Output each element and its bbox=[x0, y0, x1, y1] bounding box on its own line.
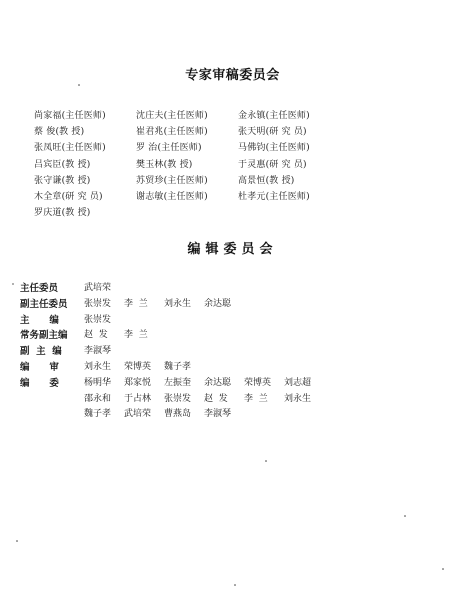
editorial-board-list bbox=[20, 281, 324, 423]
scan-speck bbox=[265, 460, 267, 462]
expert-entry: 张天明(研 究 员) bbox=[238, 127, 307, 138]
board-member-name: 刘永生 bbox=[284, 393, 312, 404]
board-member-name: 刘永生 bbox=[164, 298, 192, 309]
board-member-names bbox=[84, 328, 164, 344]
expert-entry: 尚家福(主任医师) bbox=[34, 111, 106, 121]
board-row bbox=[20, 313, 324, 329]
board-member-name: 刘志超 bbox=[284, 377, 312, 388]
board-member-name: 赵 发 bbox=[84, 330, 108, 341]
board-row bbox=[20, 392, 324, 408]
board-member-name: 荣博英 bbox=[244, 377, 272, 388]
expert-entry: 张凤旺(主任医师) bbox=[34, 143, 106, 154]
board-member-name: 张崇发 bbox=[84, 314, 112, 325]
board-member-names bbox=[84, 297, 244, 313]
board-member-name: 张崇发 bbox=[164, 393, 192, 404]
board-member-name: 杨明华 bbox=[84, 377, 112, 388]
expert-entry: 谢志敏(主任医师) bbox=[136, 191, 208, 202]
expert-entry: 吕宾臣(教 授) bbox=[34, 159, 91, 170]
scan-speck bbox=[234, 584, 236, 586]
expert-entry: 沈庄夫(主任医师) bbox=[136, 111, 208, 121]
board-role-label: 副 主 编 bbox=[20, 346, 62, 358]
expert-entry: 于灵惠(研 究 员) bbox=[238, 159, 307, 170]
board-row bbox=[20, 281, 324, 297]
scan-speck bbox=[404, 515, 406, 517]
board-member-names bbox=[84, 407, 244, 423]
expert-entry: 杜孝元(主任医师) bbox=[238, 191, 310, 202]
board-row bbox=[20, 328, 324, 344]
board-member-names bbox=[84, 360, 204, 376]
board-member-name: 张崇发 bbox=[84, 298, 112, 309]
board-member-name: 李 兰 bbox=[124, 298, 148, 309]
expert-entry: 罗 治(主任医师) bbox=[136, 143, 202, 154]
board-member-name: 余达聪 bbox=[204, 298, 232, 309]
board-member-name: 武培荣 bbox=[84, 283, 112, 293]
board-member-name: 魏子孝 bbox=[164, 361, 192, 372]
board-member-name: 荣博英 bbox=[124, 361, 152, 372]
board-member-name: 李淑琴 bbox=[204, 409, 232, 420]
board-member-name: 左振奎 bbox=[164, 377, 192, 388]
expert-entry: 蔡 俊(教 授) bbox=[34, 127, 85, 138]
editorial-board-title: 编辑委员会 bbox=[187, 242, 278, 257]
board-role-label: 常务副主编 bbox=[20, 330, 68, 342]
expert-entry bbox=[136, 205, 238, 221]
board-row bbox=[20, 360, 324, 376]
scan-speck bbox=[12, 283, 14, 285]
expert-entry: 樊玉林(教 授) bbox=[136, 159, 193, 170]
board-role-label bbox=[20, 392, 84, 408]
expert-entry bbox=[238, 205, 340, 221]
board-member-names bbox=[84, 313, 124, 329]
expert-entry: 高景恒(教 授) bbox=[238, 175, 295, 186]
board-member-name: 曹燕岛 bbox=[164, 409, 192, 420]
board-member-name: 李 兰 bbox=[244, 393, 268, 404]
expert-entry: 张守谦(教 授) bbox=[34, 175, 91, 186]
board-member-name: 邵永和 bbox=[84, 393, 112, 404]
board-role-label bbox=[20, 407, 84, 423]
expert-entry: 金永镇(主任医师) bbox=[238, 111, 310, 121]
board-member-names bbox=[84, 392, 324, 408]
board-row bbox=[20, 407, 324, 423]
expert-committee-list bbox=[34, 108, 340, 221]
board-role-label: 副主任委员 bbox=[20, 298, 68, 310]
board-row bbox=[20, 376, 324, 392]
board-role-label: 主 编 bbox=[20, 314, 59, 326]
board-row bbox=[20, 297, 324, 313]
board-role-label: 主任委员 bbox=[20, 283, 59, 294]
board-row bbox=[20, 344, 324, 360]
board-member-name: 郑家悦 bbox=[124, 377, 152, 388]
scan-speck bbox=[16, 540, 18, 542]
board-member-name: 魏子孝 bbox=[84, 409, 112, 420]
board-role-label: 编 审 bbox=[20, 361, 59, 373]
board-member-name: 刘永生 bbox=[84, 361, 112, 372]
expert-entry: 木全章(研 究 员) bbox=[34, 191, 103, 202]
board-member-name: 赵 发 bbox=[204, 393, 228, 404]
board-member-name: 余达聪 bbox=[204, 377, 232, 388]
scan-speck bbox=[78, 84, 80, 86]
board-member-names bbox=[84, 376, 324, 392]
scan-speck bbox=[442, 568, 444, 570]
expert-entry: 马佛钧(主任医师) bbox=[238, 143, 310, 154]
board-member-names bbox=[84, 281, 124, 297]
expert-entry: 罗庆道(教 授) bbox=[34, 208, 91, 219]
expert-entry: 苏贸珍(主任医师) bbox=[136, 175, 208, 186]
expert-committee-title: 专家审稿委员会 bbox=[185, 68, 280, 83]
board-member-name: 李淑琴 bbox=[84, 346, 112, 357]
board-member-name: 于占林 bbox=[124, 393, 152, 404]
board-member-names bbox=[84, 344, 124, 360]
board-role-label: 编 委 bbox=[20, 377, 59, 389]
board-member-name: 李 兰 bbox=[124, 330, 148, 341]
expert-entry: 崔君兆(主任医师) bbox=[136, 127, 208, 138]
board-member-name: 武培荣 bbox=[124, 409, 152, 420]
